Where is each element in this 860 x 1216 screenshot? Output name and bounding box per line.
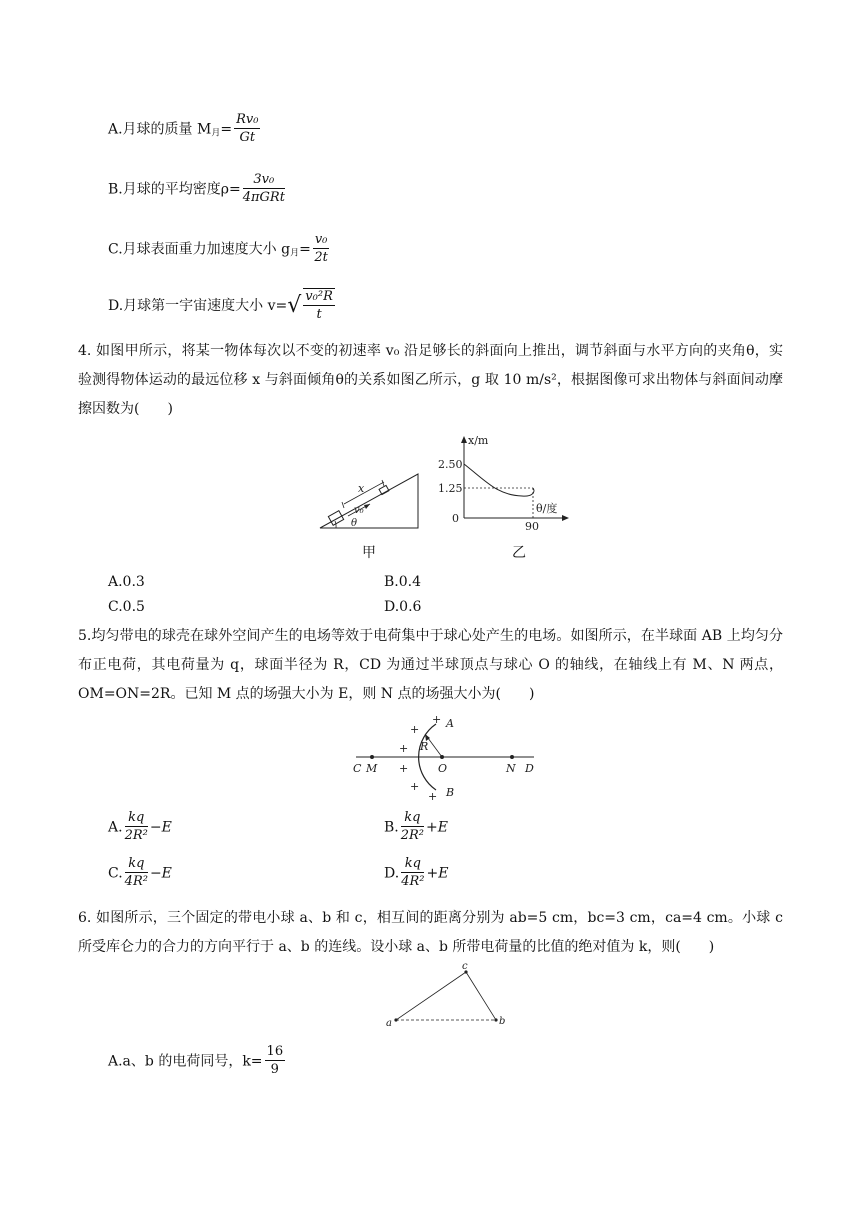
svg-text:θ/度: θ/度 [536,502,558,515]
q4-figure-jia-caption: 甲 [362,545,376,561]
svg-text:+: + [410,723,420,736]
svg-text:+: + [432,713,442,726]
q3-option-c: C.月球表面重力加速度大小 $g_月=$ $\frac{\text{v₀}}{2t}$ [108,232,328,265]
q4-figure-jia [318,466,428,536]
svg-text:v₀: v₀ [354,505,364,516]
q4-option-d: D.0.6 [384,599,422,615]
svg-text:A: A [446,717,454,730]
q4-option-b: B.0.4 [384,574,422,590]
svg-text:90: 90 [525,520,539,532]
svg-text:C: C [353,762,362,775]
q6-question-text: 6. 如图所示，三个固定的带电小球 a、b 和 c，相互间的距离分别为 ab=5 cm，bc=3 cm，ca=4 cm。小球 c 所受库仑力的合力的方向平行于 a、b 的连线。设小球 a、b 所带电荷量的比值的绝对值为 k，则( ) [78,910,783,955]
q4-yi-y-axis-label: x/m [468,434,489,447]
q5-hemisphere-figure [350,712,540,800]
q6-triangle-figure [380,960,510,1030]
svg-text:M: M [366,762,378,775]
q4-question-text: 4. 如图甲所示，将某一物体每次以不变的初速率 v₀ 沿足够长的斜面向上推出，调节斜面与水平方向的夹角θ，实验测得物体运动的最远位移 x 与斜面倾角θ的关系如图乙所示，g 取 10 m/s²，根据图像可求出物体与斜面间动摩擦因数为( ) [78,343,783,417]
q4-option-a: A.0.3 [108,574,145,590]
q3-option-a: A.月球的质量 $M_月=$ $\frac{\text{Rv₀}}{Gt}$ [108,112,259,145]
svg-text:B: B [446,786,455,799]
svg-text:c: c [462,961,468,972]
q3-option-d: D.月球第一宇宙速度大小 v=√ $\frac{\text{v₀²R}}{t}$ [108,289,333,322]
q5-option-d: D. $\frac{kq}{\text{4R²}}$ +E [384,856,449,889]
q4-figure-yi-graph [432,432,577,532]
q5-option-c: C. $\frac{kq}{\text{4R²}}$ −E [108,856,172,889]
q5-option-a: A. $\frac{kq}{\text{2R²}}$ −E [108,810,172,843]
svg-text:+: + [399,742,409,755]
q4-option-c: C.0.5 [108,599,145,615]
svg-text:R: R [420,740,429,753]
svg-text:1.25: 1.25 [438,482,463,495]
svg-text:θ: θ [351,518,358,529]
q6-option-a: A.a、b 的电荷同号，k= $\frac{16}{9}$ [108,1044,284,1077]
svg-text:b: b [499,1016,506,1027]
q5-option-b: B. $\frac{kq}{\text{2R²}}$ +E [384,810,448,843]
svg-text:+: + [428,790,438,800]
svg-text:a: a [386,1018,392,1029]
svg-text:+: + [410,780,420,793]
svg-text:+: + [399,762,409,775]
svg-text:0: 0 [452,512,459,525]
svg-text:O: O [438,762,448,775]
q3-option-b: B.月球的平均密度ρ= $\frac{\text{3v₀}}{\text{4πGRt}}$ [108,172,285,205]
svg-text:2.50: 2.50 [438,458,463,471]
svg-text:x: x [358,482,365,495]
svg-text:N: N [506,762,516,775]
svg-text:D: D [525,762,534,775]
q4-figure-yi-caption: 乙 [512,545,526,561]
q5-question-text: 5.均匀带电的球壳在球外空间产生的电场等效于电荷集中于球心处产生的电场。如图所示，在半球面 AB 上均匀分布正电荷，其电荷量为 q，球面半径为 R，CD 为通过半球顶点与球心 O 的轴线，在轴线上有 M、N 两点，OM=ON=2R。已知 M 点的场强大小为 E，则 N 点的场强大小为( ) [78,628,783,702]
